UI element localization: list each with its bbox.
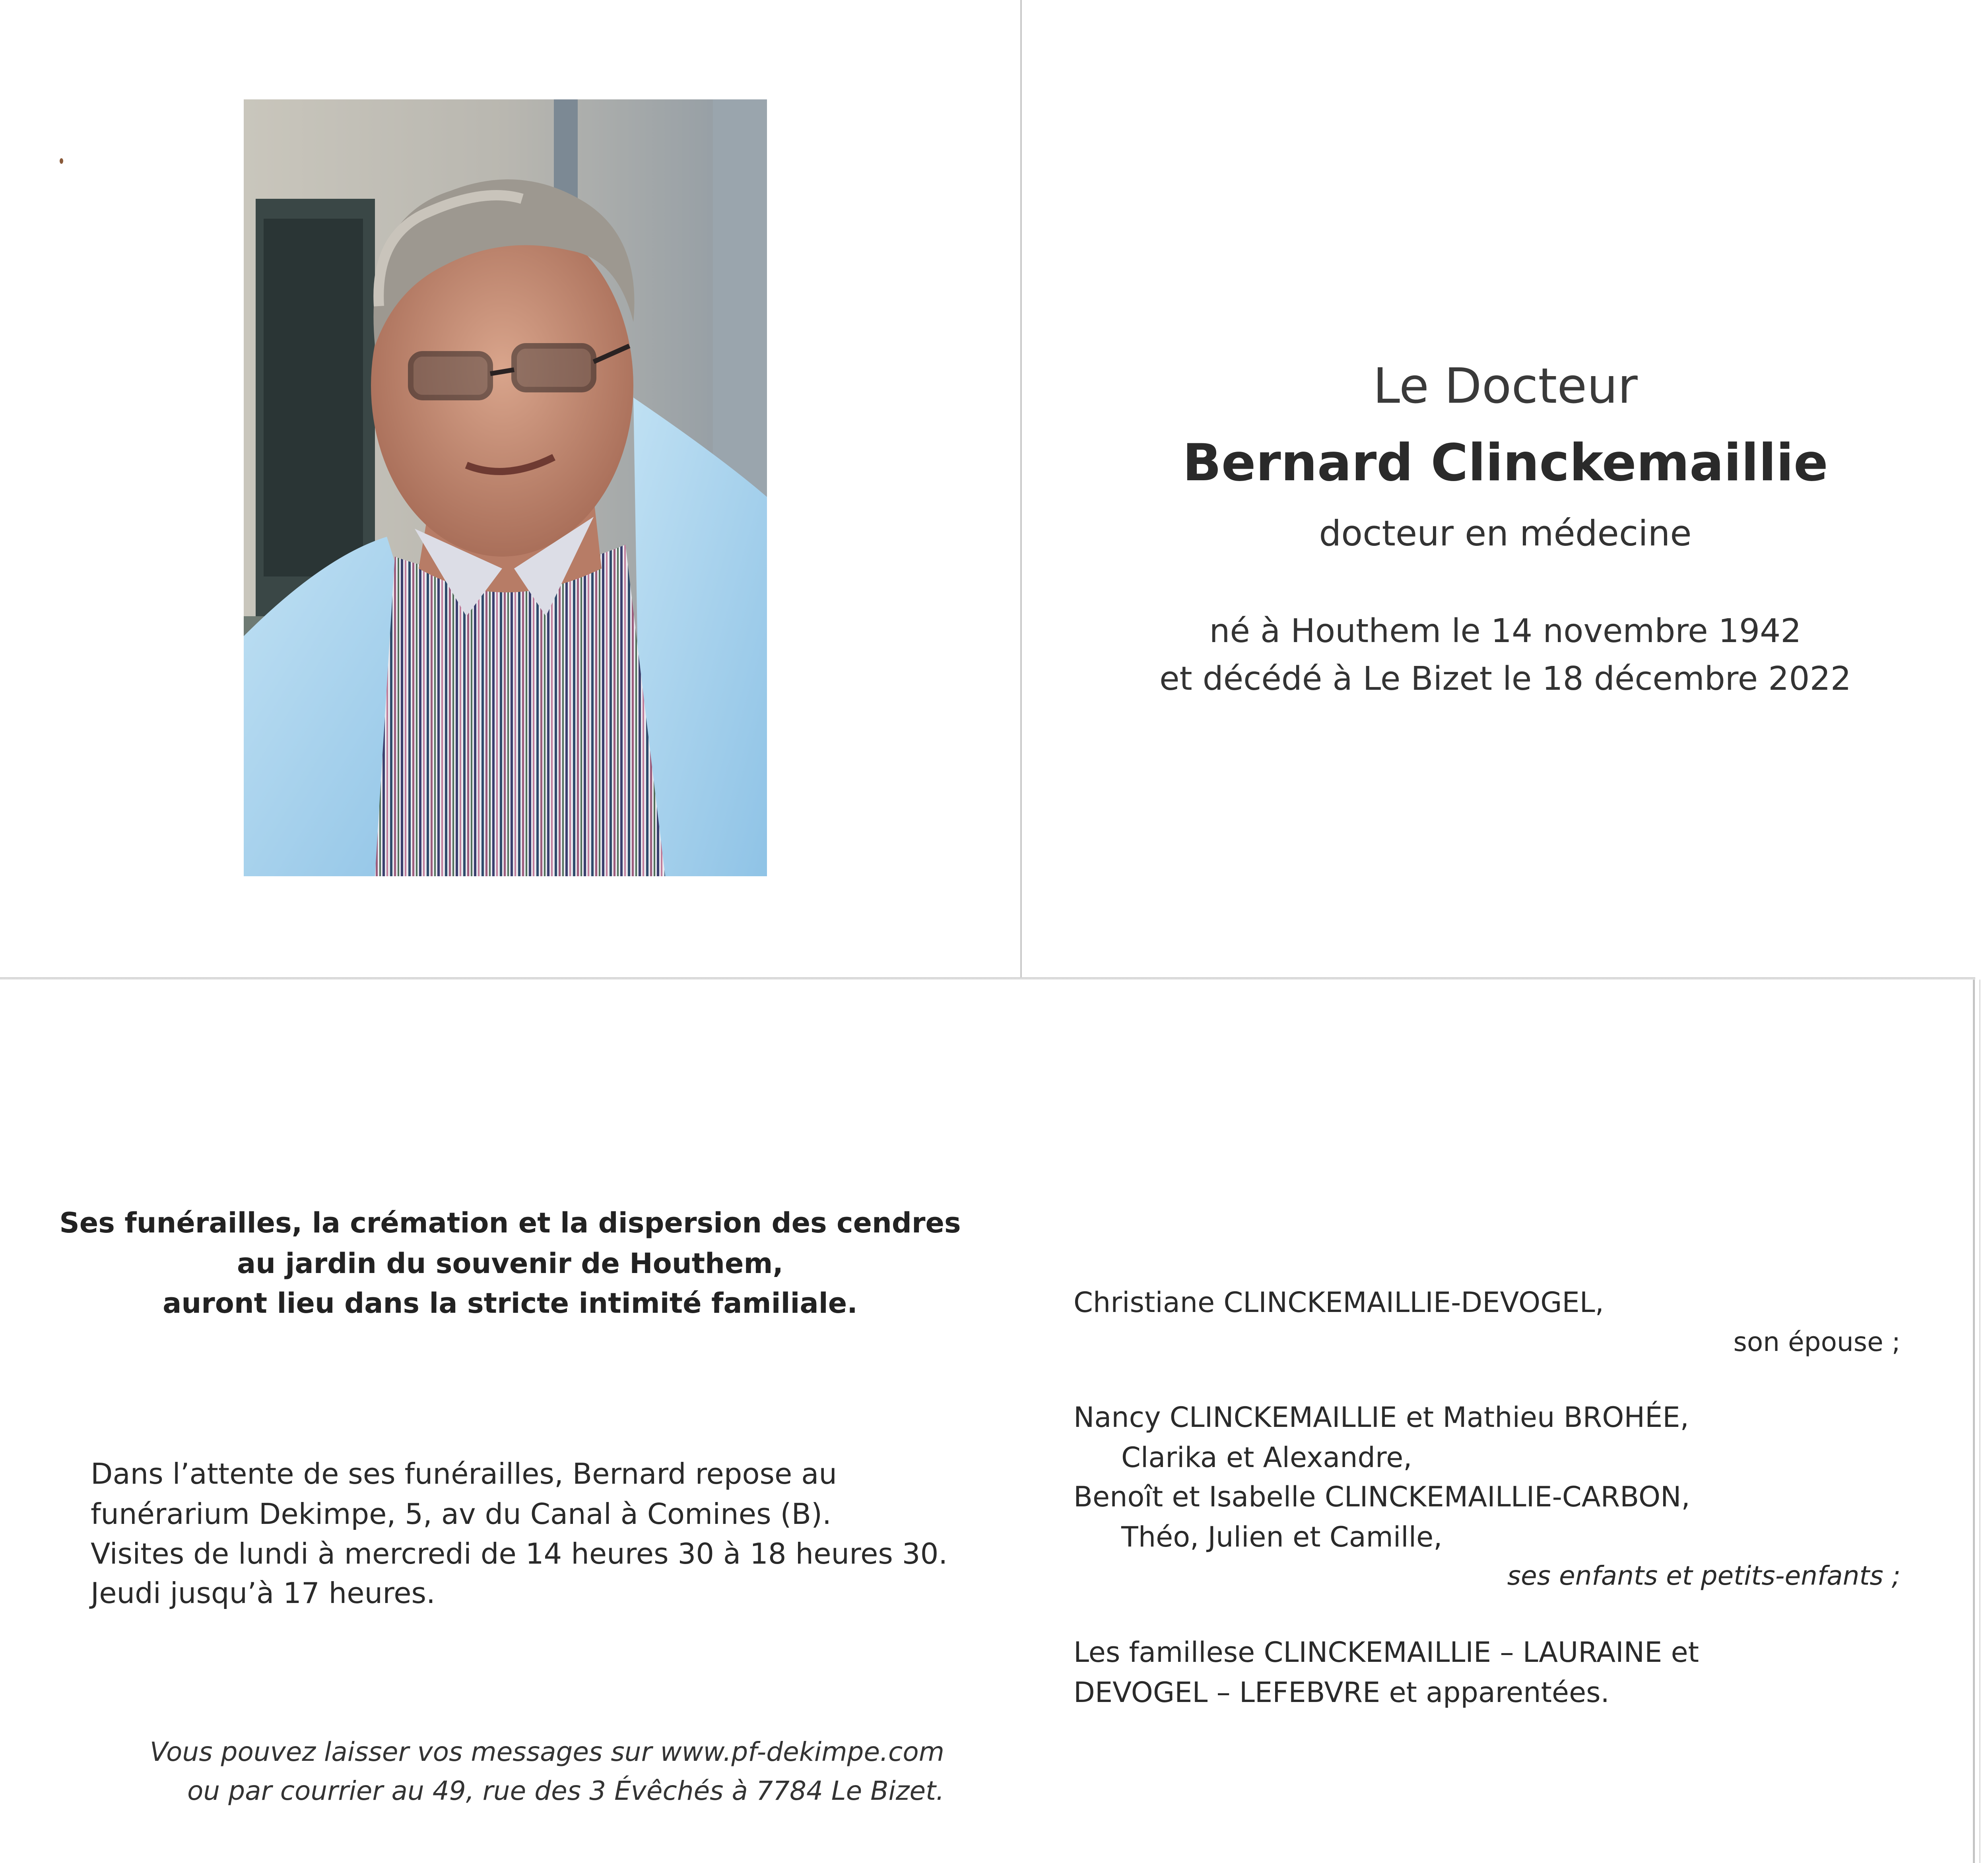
family-grandchildren: Théo, Julien et Camille, (1121, 1521, 1442, 1553)
death-info: et décédé à Le Bizet le 18 décembre 2022 (1159, 660, 1851, 698)
families-name: DEVOGEL – LEFEBVRE (1074, 1676, 1380, 1709)
family-extended-line (1074, 1676, 1609, 1709)
families-tail: et apparentées. (1389, 1676, 1609, 1709)
condolence-message-line: Vous pouvez laisser vos messages sur www.pf-dekimpe.com (149, 1737, 944, 1767)
families-intro: Les famillese (1074, 1636, 1255, 1669)
scan-speck (60, 158, 63, 164)
visitation-line: Jeudi jusqu’à 17 heures. (91, 1576, 435, 1610)
card-edge-line-secondary (1979, 980, 1980, 1863)
condolence-message-line: ou par courrier au 49, rue des 3 Évêchés à 7784 Le Bizet. (187, 1776, 944, 1806)
funeral-notice-line: au jardin du souvenir de Houthem, (237, 1247, 783, 1280)
visitation-line: Visites de lundi à mercredi de 14 heures 30 à 18 heures 30. (91, 1537, 948, 1570)
families-name: CLINCKEMAILLIE – LAURAINE (1264, 1636, 1662, 1669)
family-extended-line (1074, 1636, 1699, 1669)
visitation-line: Dans l’attente de ses funérailles, Bernard repose au (91, 1457, 837, 1490)
card-back-left-panel (0, 982, 1020, 1863)
birth-info: né à Houthem le 14 novembre 1942 (1209, 612, 1802, 650)
funeral-notice-line: auront lieu dans la stricte intimité familiale. (163, 1287, 858, 1320)
family-child: Benoît et Isabelle CLINCKEMAILLIE-CARBON, (1074, 1481, 1690, 1513)
family-grandchildren: Clarika et Alexandre, (1121, 1441, 1412, 1474)
honorific-title: Le Docteur (1373, 358, 1638, 414)
deceased-name: Bernard Clinckemaillie (1182, 433, 1828, 493)
visitation-line: funérarium Dekimpe, 5, av du Canal à Comines (B). (91, 1497, 831, 1531)
families-conjunction: et (1671, 1636, 1699, 1669)
funeral-notice-line: Ses funérailles, la crémation et la dispersion des cendres (59, 1207, 961, 1239)
profession: docteur en médecine (1319, 513, 1692, 554)
card-edge-line (1973, 980, 1975, 1863)
portrait-photo (244, 99, 767, 876)
family-spouse-role: son épouse ; (1733, 1327, 1901, 1357)
family-children-role: ses enfants et petits-enfants ; (1507, 1560, 1901, 1591)
horizontal-fold-line (0, 977, 1975, 980)
family-spouse: Christiane CLINCKEMAILLIE-DEVOGEL, (1074, 1286, 1604, 1319)
family-child: Nancy CLINCKEMAILLIE et Mathieu BROHÉE, (1074, 1401, 1689, 1434)
